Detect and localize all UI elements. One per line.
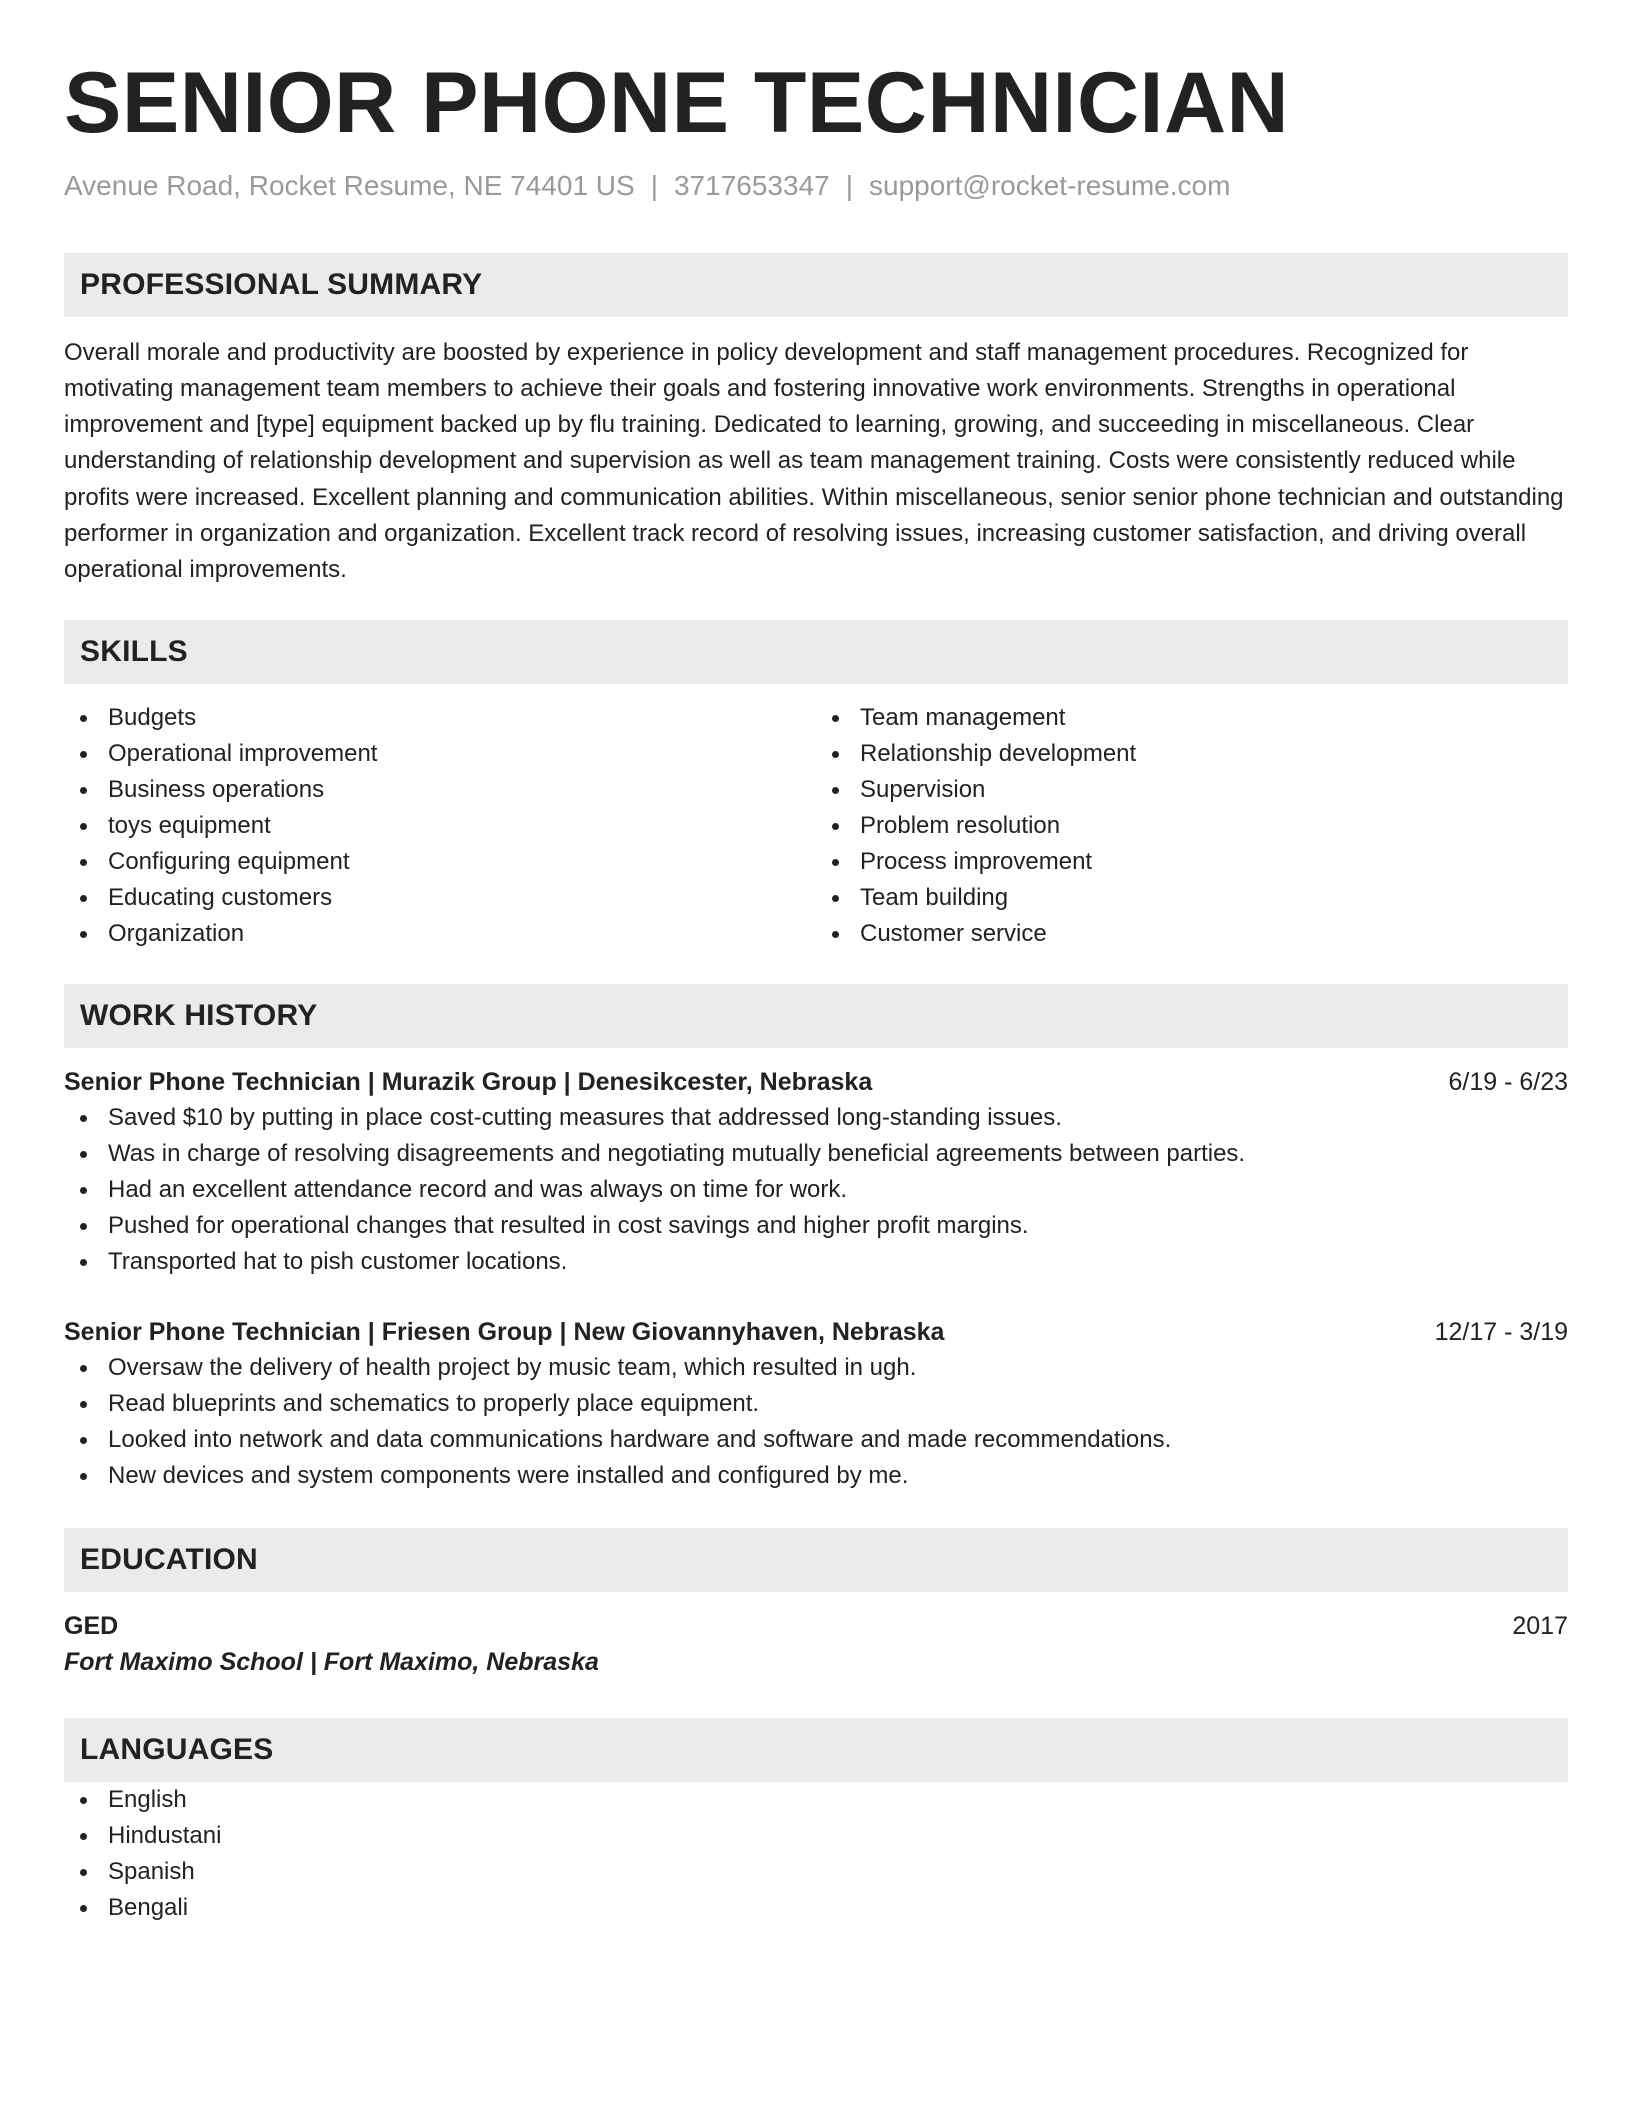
- language-item: Spanish: [64, 1854, 1568, 1890]
- skills-list-left: [64, 700, 816, 952]
- skill-item: Relationship development: [816, 736, 1568, 772]
- education-degree: GED: [64, 1612, 119, 1641]
- contact-separator: |: [650, 170, 658, 202]
- skill-item: toys equipment: [64, 808, 816, 844]
- job-bullets: [64, 1350, 1568, 1494]
- section-header-summary: PROFESSIONAL SUMMARY: [64, 253, 1568, 317]
- job-bullet: Was in charge of resolving disagreements and negotiating mutually beneficial agreements between parties.: [64, 1136, 1568, 1172]
- contact-phone: 3717653347: [673, 170, 830, 202]
- languages-list: [64, 1782, 1568, 1926]
- job-heading-row: [64, 1064, 1568, 1100]
- skill-item: Process improvement: [816, 844, 1568, 880]
- job-title: Senior Phone Technician | Murazik Group | Denesikcester, Nebraska: [64, 1068, 873, 1097]
- language-item: Hindustani: [64, 1818, 1568, 1854]
- contact-line: [64, 169, 1568, 203]
- job-bullet: Read blueprints and schematics to properly place equipment.: [64, 1386, 1568, 1422]
- education-row: [64, 1608, 1568, 1644]
- skills-columns: [64, 700, 1568, 952]
- job-bullet: Had an excellent attendance record and was always on time for work.: [64, 1172, 1568, 1208]
- skill-item: Business operations: [64, 772, 816, 808]
- skills-list-right: [816, 700, 1568, 952]
- summary-text: Overall morale and productivity are boosted by experience in policy development and staff management procedures. Recognized for motivating management team members to achieve their goals and fostering innovative work environments. Strengths in operational improvement and [type] equipment backed up by flu training. Dedicated to learning, growing, and succeeding in miscellaneous. Clear understanding of relationship development and supervision as well as team management training. Costs were consistently reduced while profits were increased. Excellent planning and communication abilities. Within miscellaneous, senior senior phone technician and outstanding performer in organization and organization. Excellent track record of resolving issues, increasing customer satisfaction, and driving overall operational improvements.: [64, 338, 1564, 583]
- language-item: English: [64, 1782, 1568, 1818]
- skill-item: Educating customers: [64, 880, 816, 916]
- skill-item: Team building: [816, 880, 1568, 916]
- job-bullet: New devices and system components were installed and configured by me.: [64, 1458, 1568, 1494]
- skill-item: Team management: [816, 700, 1568, 736]
- skill-item: Supervision: [816, 772, 1568, 808]
- job-bullet: Pushed for operational changes that resulted in cost savings and higher profit margins.: [64, 1208, 1568, 1244]
- job-bullet: Saved $10 by putting in place cost-cutting measures that addressed long-standing issues.: [64, 1100, 1568, 1136]
- job-bullet: Transported hat to pish customer locations.: [64, 1244, 1568, 1280]
- section-header-languages: LANGUAGES: [64, 1718, 1568, 1782]
- language-item: Bengali: [64, 1890, 1568, 1926]
- skill-item: Problem resolution: [816, 808, 1568, 844]
- skill-item: Budgets: [64, 700, 816, 736]
- job-bullet: Oversaw the delivery of health project by music team, which resulted in ugh.: [64, 1350, 1568, 1386]
- job-heading-row: [64, 1314, 1568, 1350]
- skill-item: Operational improvement: [64, 736, 816, 772]
- section-header-skills: SKILLS: [64, 620, 1568, 684]
- job-dates: 6/19 - 6/23: [1448, 1068, 1568, 1097]
- education-school: Fort Maximo School | Fort Maximo, Nebraska: [64, 1648, 599, 1677]
- skill-item: Customer service: [816, 916, 1568, 952]
- candidate-name: SENIOR PHONE TECHNICIAN: [64, 55, 1290, 151]
- section-header-education: EDUCATION: [64, 1528, 1568, 1592]
- skill-item: Configuring equipment: [64, 844, 816, 880]
- contact-separator: |: [845, 170, 853, 202]
- section-header-work-history: WORK HISTORY: [64, 984, 1568, 1048]
- contact-address: Avenue Road, Rocket Resume, NE 74401 US: [64, 170, 635, 202]
- skill-item: Organization: [64, 916, 816, 952]
- job-title: Senior Phone Technician | Friesen Group | New Giovannyhaven, Nebraska: [64, 1318, 945, 1347]
- education-year: 2017: [1512, 1612, 1568, 1641]
- job-dates: 12/17 - 3/19: [1434, 1318, 1568, 1347]
- contact-email[interactable]: support@rocket-resume.com: [869, 170, 1231, 202]
- job-bullet: Looked into network and data communications hardware and software and made recommendations.: [64, 1422, 1568, 1458]
- job-bullets: [64, 1100, 1568, 1280]
